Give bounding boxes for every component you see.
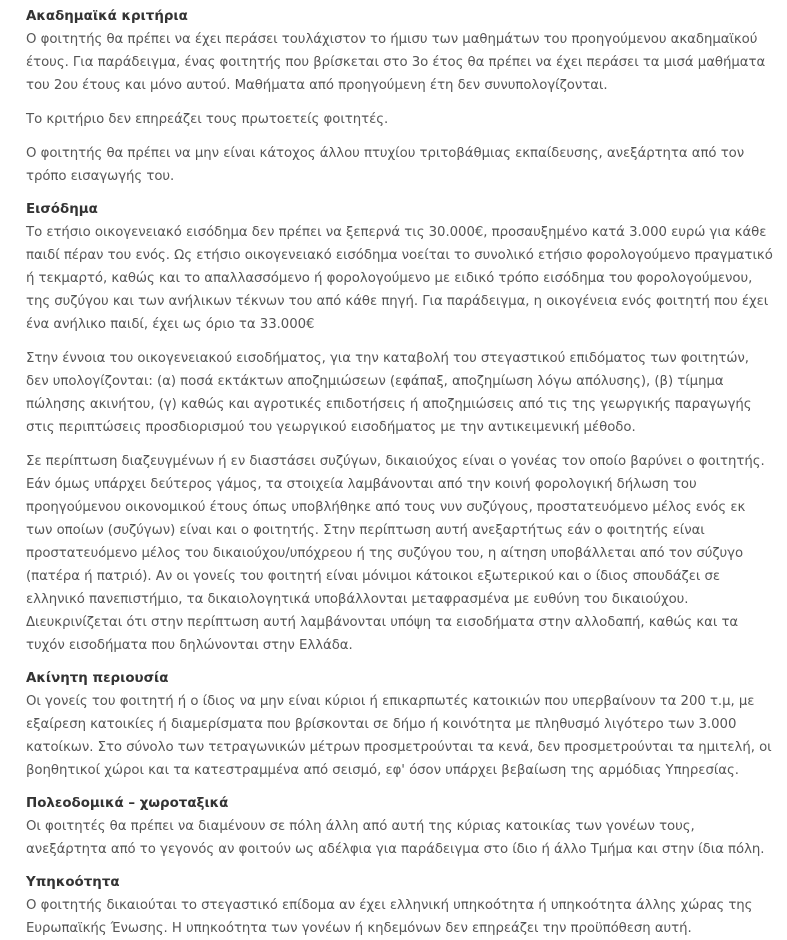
paragraph: Ο φοιτητής δικαιούται το στεγαστικό επίδομα αν έχει ελληνική υπηκοότητα ή υπηκοότητα άλλης χώρας της Ευρωπαϊκής Ένωσης. Η υπηκοότητα των γονέων ή κηδεμόνων δεν επηρεάζει την προϋπόθεση αυτή. <box>26 898 753 936</box>
section-income <box>26 199 773 657</box>
section-urban-planning <box>26 793 773 861</box>
section-title: Υπηκοότητα <box>26 875 120 890</box>
paragraph: Ο φοιτητής θα πρέπει να μην είναι κάτοχος άλλου πτυχίου τριτοβάθμιας εκπαίδευσης, ανεξάρτητα από τον τρόπο εισαγωγής του. <box>26 146 745 184</box>
section-real-estate <box>26 668 773 782</box>
paragraph: Σε περίπτωση διαζευγμένων ή εν διαστάσει συζύγων, δικαιούχος είναι ο γονέας τον οποίο βαρύνει ο φοιτητής. Εάν όμως υπάρχει δεύτερος γάμος, τα στοιχεία λαμβάνονται από την κοινή φορολογική δήλωση του προηγούμενου οικονομικού έτους όπως υποβλήθηκε από τους νυν συζύγους, προστατευόμενο μέλος ενός εκ των οποίων (συζύγων) είναι και ο φοιτητής. Στην περίπτωση αυτή ανεξαρτήτως εάν ο φοιτητής είναι προστατευόμενο μέλος του δικαιούχου/υπόχρεου ή της συζύγου του, η αίτηση υποβάλλεται από τον σύζυγο (πατέρα ή πατριό). Αν οι γονείς του φοιτητή είναι μόνιμοι κάτοικοι εξωτερικού και ο ίδιος σπουδάζει σε ελληνικό πανεπιστήμιο, τα δικαιολογητικά υποβάλλονται μεταφρασμένα με ευθύνη του δικαιούχου. Διευκρινίζεται ότι στην περίπτωση αυτή λαμβάνονται υπόψη τα εισοδήματα στην αλλοδαπή, καθώς και τα τυχόν εισοδήματα που δηλώνονται στην Ελλάδα. <box>26 454 765 653</box>
section-title: Πολεοδομικά – χωροταξικά <box>26 796 229 811</box>
paragraph: Το ετήσιο οικογενειακό εισόδημα δεν πρέπει να ξεπερνά τις 30.000€, προσαυξημένο κατά 3.000 ευρώ για κάθε παιδί πέραν του ενός. Ως ετήσιο οικογενειακό εισόδημα νοείται το συνολικό ετήσιο φορολογούμενο πραγματικό ή τεκμαρτό, καθώς και το απαλλασσόμενο ή φορολογούμενο με ειδικό τρόπο εισόδημα του φορολογούμενου, της συζύγου και των ανήλικων τέκνων του από κάθε πηγή. Για παράδειγμα, η οικογένεια ενός φοιτητή που έχει ένα ανήλικο παιδί, έχει ως όριο τα 33.000€ <box>26 225 773 332</box>
paragraph: Το κριτήριο δεν επηρεάζει τους πρωτοετείς φοιτητές. <box>26 112 389 127</box>
section-citizenship <box>26 872 773 940</box>
section-title: Εισόδημα <box>26 202 98 217</box>
section-title: Ακίνητη περιουσία <box>26 671 169 686</box>
paragraph: Ο φοιτητής θα πρέπει να έχει περάσει τουλάχιστον το ήμισυ των μαθημάτων του προηγούμενου ακαδημαϊκού έτους. Για παράδειγμα, ένας φοιτητής που βρίσκεται στο 3ο έτος θα πρέπει να έχει περάσει τα μισά μαθήματα του 2ου έτους και μόνο αυτού. Μαθήματα από προηγούμενη έτη δεν συνυπολογίζονται. <box>26 32 766 93</box>
section-title: Ακαδημαϊκά κριτήρια <box>26 9 188 24</box>
section-academic-criteria <box>26 6 773 188</box>
paragraph: Στην έννοια του οικογενειακού εισοδήματος, για την καταβολή του στεγαστικού επιδόματος των φοιτητών, δεν υπολογίζονται: (α) ποσά εκτάκτων αποζημιώσεων (εφάπαξ, αποζημίωση λόγω απόλυσης), (β) τίμημα πώλησης ακινήτου, (γ) καθώς και αγροτικές επιδοτήσεις ή αποζημιώσεις από τις της γεωργικής παραγωγής στις περιπτώσεις προσδιορισμού του γεωργικού εισοδήματος με την αντικειμενική μέθοδο. <box>26 351 752 435</box>
paragraph: Οι γονείς του φοιτητή ή ο ίδιος να μην είναι κύριοι ή επικαρπωτές κατοικιών που υπερβαίνουν τα 200 τ.μ, με εξαίρεση κατοικίες ή διαμερίσματα που βρίσκονται σε δήμο ή κοινότητα με πληθυσμό λιγότερο των 3.000 κατοίκων. Στο σύνολο των τετραγωνικών μέτρων προσμετρούνται τα κενά, δεν προσμετρούνται τα ημιτελή, οι βοηθητικοί χώροι και τα κατεστραμμένα από σεισμό, εφ' όσον υπάρχει βεβαίωση της αρμόδιας Υπηρεσίας. <box>26 694 772 778</box>
paragraph: Οι φοιτητές θα πρέπει να διαμένουν σε πόλη άλλη από αυτή της κύριας κατοικίας των γονέων τους, ανεξάρτητα από το γεγονός αν φοιτούν ως αδέλφια για παράδειγμα στο ίδιο ή άλλο Τμήμα και στην ίδια πόλη. <box>26 819 765 857</box>
